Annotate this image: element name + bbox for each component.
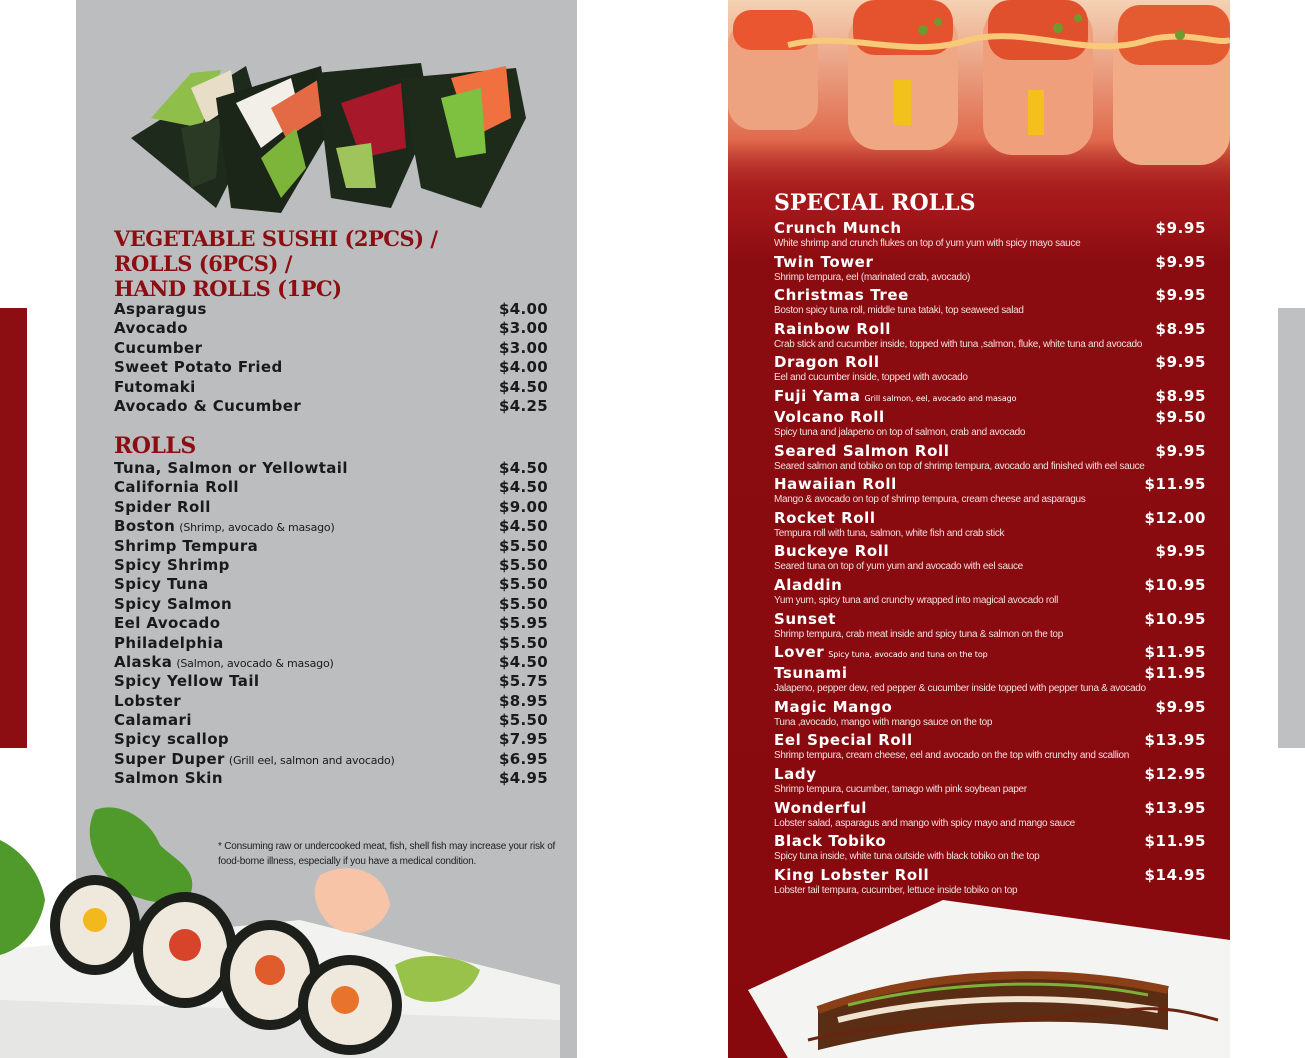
item-price: $4.50 [499, 517, 548, 536]
special-roll-name: Hawaiian Roll [774, 475, 897, 494]
special-roll-item [774, 386, 1206, 407]
menu-item [114, 692, 548, 711]
item-name: Spicy Shrimp [114, 555, 230, 574]
special-roll-item [774, 541, 1206, 575]
special-roll-name: Dragon Roll [774, 353, 880, 372]
item-name: Spicy Yellow Tail [114, 672, 260, 691]
special-roll-price: $12.95 [1144, 764, 1206, 783]
item-price: $5.50 [499, 594, 548, 613]
special-roll-price: $10.95 [1144, 575, 1206, 594]
item-price: $3.00 [499, 319, 548, 338]
special-roll-name: Sunset [774, 609, 837, 628]
menu-item [114, 300, 548, 319]
special-roll-item [774, 474, 1206, 508]
hand-roll-4 [401, 66, 526, 208]
special-roll-price: $11.95 [1144, 475, 1206, 494]
item-price: $5.50 [499, 711, 548, 730]
item-price: $4.50 [499, 377, 548, 396]
special-roll-price: $9.95 [1155, 542, 1206, 561]
eel-roll-plate-image [748, 900, 1230, 1058]
special-roll-price: $13.95 [1144, 798, 1206, 817]
special-roll-price: $14.95 [1144, 865, 1206, 884]
special-roll-item [774, 575, 1206, 609]
item-price: $4.50 [499, 652, 548, 671]
item-name: Avocado & Cucumber [114, 396, 302, 415]
item-price: $5.95 [499, 614, 548, 633]
special-roll-name: Fuji Yama [774, 386, 861, 405]
right-edge-tab [1278, 308, 1305, 748]
menu-item [114, 498, 548, 517]
item-name: Asparagus [114, 300, 207, 318]
special-roll-item [774, 609, 1206, 643]
menu-item [114, 672, 548, 691]
menu-item [114, 397, 548, 416]
item-price: $4.50 [499, 478, 548, 497]
special-roll-item [774, 508, 1206, 542]
special-roll-item [774, 319, 1206, 353]
special-roll-desc: Boston spicy tuna roll, middle tuna tataki, top seaweed salad [774, 305, 1024, 317]
item-name: Spicy Salmon [114, 594, 233, 613]
special-roll-item [774, 764, 1206, 798]
menu-item [114, 319, 548, 338]
special-roll-item [774, 407, 1206, 441]
special-roll-name: Lady [774, 764, 817, 783]
special-roll-price: $13.95 [1144, 731, 1206, 750]
rolls-section-title: ROLLS [114, 433, 196, 459]
special-roll-price: $9.95 [1155, 441, 1206, 460]
special-roll-name: Rocket Roll [774, 508, 876, 527]
roll-piece [728, 10, 818, 130]
vegetable-title-line-1: VEGETABLE SUSHI (2PCS) / [114, 226, 438, 251]
pickled-ginger [315, 868, 390, 933]
special-roll-name: Tsunami [774, 664, 848, 683]
special-roll-price: $10.95 [1144, 609, 1206, 628]
special-rolls-hero-image [728, 0, 1230, 200]
special-roll-price: $9.50 [1155, 407, 1206, 426]
item-name: California Roll [114, 478, 239, 497]
roll-piece [1113, 5, 1230, 165]
special-roll-desc: White shrimp and crunch flukes on top of yum yum with spicy mayo sauce [774, 238, 1081, 249]
menu-item [114, 358, 548, 377]
menu-item [114, 634, 548, 653]
menu-item [114, 575, 548, 594]
item-price: $6.95 [499, 749, 548, 768]
item-name: Philadelphia [114, 633, 224, 652]
special-roll-name: Black Tobiko [774, 832, 887, 851]
special-roll-desc: Seared salmon and tobiko on top of shrimp tempura, avocado and finished with eel sauce [774, 460, 1145, 472]
special-roll-desc: Yum yum, spicy tuna and crunchy wrapped into magical avocado roll [774, 594, 1058, 606]
item-name: Spider Roll [114, 497, 211, 516]
item-name: Calamari [114, 711, 192, 730]
menu-item [114, 517, 548, 536]
special-roll-inline-desc: Spicy tuna, avocado and tuna on the top [828, 650, 988, 660]
item-price: $5.50 [499, 575, 548, 594]
item-price: $5.50 [499, 536, 548, 555]
special-rolls-page [728, 0, 1230, 1058]
special-rolls-list [774, 218, 1206, 898]
item-price: $8.95 [499, 691, 548, 710]
special-roll-price: $9.95 [1155, 252, 1206, 271]
item-name: Cucumber [114, 338, 203, 357]
special-roll-desc: Crab stick and cucumber inside, topped with tuna ,salmon, fluke, white tuna and avocado [774, 338, 1143, 350]
sushi-piece [50, 875, 140, 975]
item-name: Avocado [114, 319, 189, 338]
special-roll-price: $9.95 [1155, 286, 1206, 305]
special-roll-item [774, 252, 1206, 286]
special-roll-item [774, 730, 1206, 764]
menu-item [114, 459, 548, 478]
special-roll-item [774, 642, 1206, 663]
special-roll-price: $12.00 [1144, 508, 1206, 527]
menu-item [114, 730, 548, 749]
special-roll-item [774, 697, 1206, 731]
special-roll-item [774, 798, 1206, 832]
special-roll-name: Seared Salmon Roll [774, 441, 950, 460]
special-roll-item [774, 441, 1206, 475]
item-name: Super Duper [114, 749, 225, 768]
vegetable-section-title [114, 226, 438, 301]
special-roll-item [774, 352, 1206, 386]
item-price: $5.75 [499, 672, 548, 691]
menu-item [114, 614, 548, 633]
item-name: Alaska [114, 652, 173, 671]
special-roll-name: Aladdin [774, 575, 843, 594]
special-roll-item [774, 218, 1206, 252]
item-name: Spicy scallop [114, 730, 230, 749]
hand-rolls-image [121, 58, 533, 218]
special-roll-name: Volcano Roll [774, 407, 885, 426]
vegetable-items-list [114, 300, 548, 416]
left-edge-tab [0, 308, 27, 748]
special-rolls-title: SPECIAL ROLLS [774, 190, 976, 216]
special-roll-desc: Spicy tuna inside, white tuna outside with black tobiko on the top [774, 851, 1040, 863]
special-roll-item [774, 285, 1206, 319]
vegetable-title-line-3: HAND ROLLS (1PC) [114, 276, 342, 301]
item-price: $4.95 [499, 769, 548, 788]
menu-item [114, 339, 548, 358]
item-note: (Shrimp, avocado & masago) [179, 521, 335, 535]
special-roll-name: Twin Tower [774, 252, 874, 271]
roll-piece [983, 0, 1093, 155]
food-safety-disclaimer: * Consuming raw or undercooked meat, fish, shell fish may increase your risk of food-borne illness, especially if you have a medical condition. [218, 841, 556, 867]
menu-item [114, 537, 548, 556]
item-price: $4.00 [499, 300, 548, 318]
item-note: (Salmon, avocado & masago) [176, 656, 334, 670]
item-name: Sweet Potato Fried [114, 358, 283, 377]
special-roll-desc: Shrimp tempura, eel (marinated crab, avocado) [774, 271, 971, 283]
special-roll-desc: Jalapeno, pepper dew, red pepper & cucumber inside topped with pepper tuna & avocado [774, 683, 1146, 695]
special-roll-inline-desc: Grill salmon, eel, avocado and masago [864, 393, 1017, 403]
item-price: $5.50 [499, 555, 548, 574]
menu-item [114, 556, 548, 575]
special-roll-price: $11.95 [1144, 832, 1206, 851]
special-roll-name: Crunch Munch [774, 219, 902, 237]
special-roll-desc: Lobster tail tempura, cucumber, lettuce inside tobiko on top [774, 884, 1018, 896]
item-name: Spicy Tuna [114, 575, 209, 594]
special-roll-name: Magic Mango [774, 697, 893, 716]
special-roll-desc: Tuna ,avocado, mango with mango sauce on the top [774, 716, 993, 728]
item-name: Salmon Skin [114, 769, 223, 788]
item-price: $9.00 [499, 497, 548, 516]
special-roll-price: $11.95 [1144, 664, 1206, 683]
special-roll-name: Eel Special Roll [774, 731, 913, 750]
special-roll-price: $8.95 [1155, 319, 1206, 338]
menu-item [114, 378, 548, 397]
special-roll-item [774, 865, 1206, 899]
special-roll-desc: Shrimp tempura, cucumber, tamago with pink soybean paper [774, 783, 1027, 795]
menu-item [114, 478, 548, 497]
item-name: Boston [114, 517, 176, 536]
special-roll-desc: Lobster salad, asparagus and mango with spicy mayo and mango sauce [774, 817, 1075, 829]
special-roll-price: $11.95 [1144, 643, 1206, 662]
special-roll-name: Christmas Tree [774, 286, 909, 305]
item-price: $4.50 [499, 459, 548, 477]
item-name: Eel Avocado [114, 614, 221, 633]
special-roll-name: Rainbow Roll [774, 319, 891, 338]
item-note: (Grill eel, salmon and avocado) [228, 753, 395, 767]
special-roll-price: $9.95 [1155, 219, 1206, 237]
sushi-plate-image [0, 800, 560, 1058]
special-roll-desc: Shrimp tempura, crab meat inside and spicy tuna & salmon on the top [774, 628, 1063, 640]
special-roll-name: Wonderful [774, 798, 868, 817]
special-roll-desc: Shrimp tempura, cream cheese, eel and avocado on the top with crunchy and scallion [774, 750, 1130, 762]
item-price: $3.00 [499, 338, 548, 357]
menu-item [114, 653, 548, 672]
menu-item [114, 750, 548, 769]
menu-item [114, 595, 548, 614]
special-roll-name: King Lobster Roll [774, 865, 930, 884]
special-roll-price: $9.95 [1155, 697, 1206, 716]
rolls-items-list [114, 459, 548, 789]
vegetable-title-line-2: ROLLS (6PCS) / [114, 251, 292, 276]
menu-item [114, 711, 548, 730]
special-roll-desc: Seared tuna on top of yum yum and avocado with eel sauce [774, 561, 1023, 573]
special-roll-desc: Mango & avocado on top of shrimp tempura, cream cheese and asparagus [774, 494, 1086, 506]
special-roll-price: $8.95 [1155, 386, 1206, 405]
special-roll-item [774, 663, 1206, 697]
sushi-piece [133, 892, 237, 1008]
item-name: Tuna, Salmon or Yellowtail [114, 459, 348, 477]
special-roll-desc: Spicy tuna and jalapeno on top of salmon, crab and avocado [774, 426, 1026, 438]
item-name: Shrimp Tempura [114, 536, 259, 555]
special-roll-desc: Tempura roll with tuna, salmon, white fish and crab stick [774, 527, 1005, 539]
special-roll-name: Buckeye Roll [774, 542, 890, 561]
item-price: $5.50 [499, 633, 548, 652]
sushi-piece [298, 955, 402, 1055]
special-roll-item [774, 831, 1206, 865]
item-price: $4.00 [499, 358, 548, 377]
item-name: Futomaki [114, 377, 196, 396]
special-roll-desc: Eel and cucumber inside, topped with avocado [774, 372, 968, 384]
special-roll-name: Lover [774, 643, 825, 662]
item-price: $4.25 [499, 396, 548, 415]
item-name: Lobster [114, 691, 182, 710]
menu-item [114, 769, 548, 788]
item-price: $7.95 [499, 730, 548, 749]
special-roll-price: $9.95 [1155, 353, 1206, 372]
